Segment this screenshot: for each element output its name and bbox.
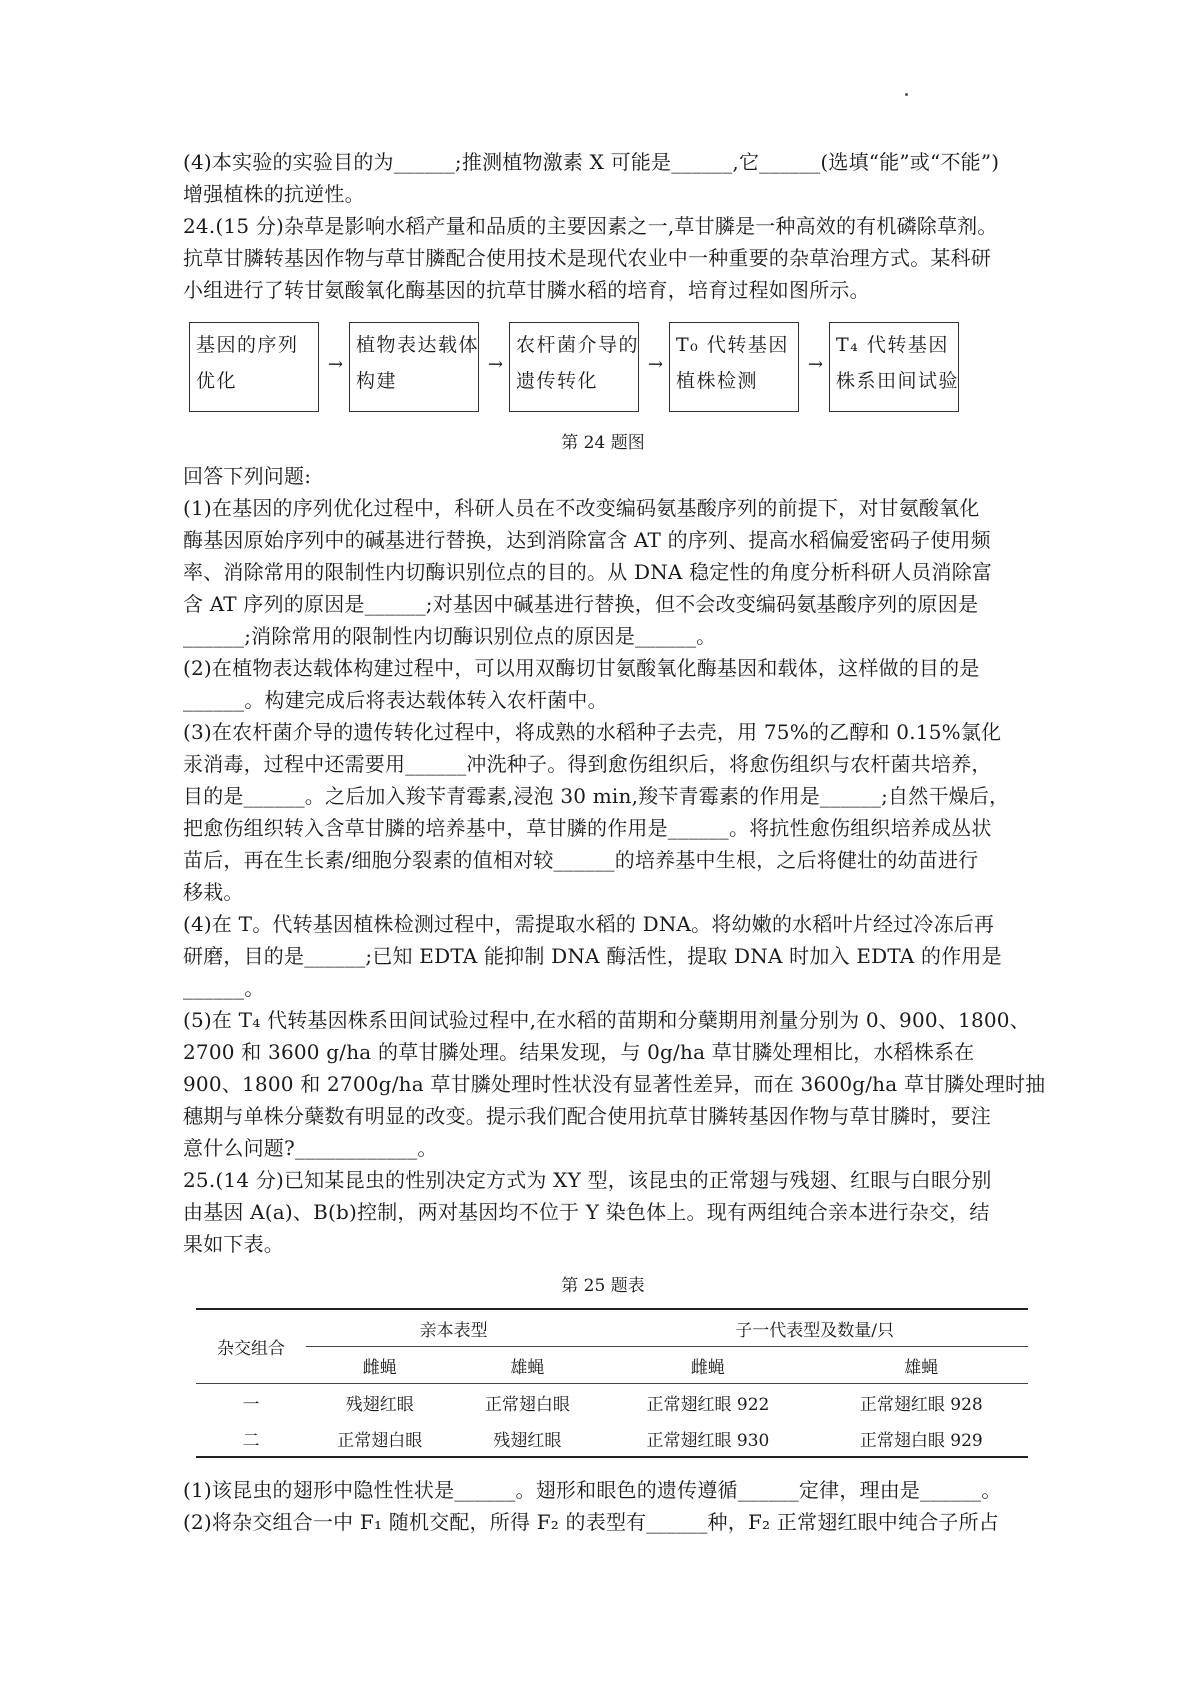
subheader-male: 雄蝇 [510, 1357, 545, 1378]
f1-male: 正常翅红眼 928 [815, 1384, 1028, 1421]
flow-step-line: 优化 [196, 370, 238, 392]
parent-female: 正常翅白眼 [306, 1420, 454, 1457]
text-line: 研磨，目的是______;已知 EDTA 能抑制 DNA 酶活性，提取 DNA 时加入 EDTA 的作用是 [183, 944, 1002, 968]
text-line: 增强植株的抗逆性。 [183, 182, 365, 206]
parent-male: 残翅红眼 [454, 1420, 602, 1457]
text-line: 意什么问题?____________。 [183, 1136, 438, 1160]
flow-step-line: T₄ 代转基因 [836, 334, 949, 356]
f1-female: 正常翅红眼 922 [601, 1384, 814, 1421]
flow-step-vector-construction [349, 322, 479, 412]
cross-results-table [196, 1308, 1028, 1458]
flow-step-sequence-optimization [189, 322, 319, 412]
cross-id: 二 [196, 1420, 306, 1457]
header-cross-group: 杂交组合 [196, 1309, 306, 1384]
flow-step-line: 植物表达载体 [356, 334, 480, 356]
page-content [183, 146, 1046, 1538]
text-line: (4)在 T。代转基因植株检测过程中，需提取水稻的 DNA。将幼嫩的水稻叶片经过冷冻后再 [183, 912, 995, 936]
header-f1-phenotype: 子一代表型及数量/只 [601, 1309, 1028, 1347]
text-line: 小组进行了转甘氨酸氧化酶基因的抗草甘膦水稻的培育，培育过程如图所示。 [183, 278, 870, 302]
flow-step-line: 株系田间试验 [836, 370, 960, 392]
table-row [196, 1384, 1028, 1421]
flow-step-line: 遗传转化 [516, 370, 599, 392]
table-row [196, 1420, 1028, 1457]
parent-female: 残翅红眼 [306, 1384, 454, 1421]
text-line: 率、消除常用的限制性内切酶识别位点的目的。从 DNA 稳定性的角度分析科研人员消除富 [183, 560, 993, 584]
table-caption: 第 25 题表 [561, 1276, 645, 1296]
text-line: 移栽。 [183, 880, 244, 904]
subheader-female: 雌蝇 [690, 1357, 725, 1378]
text-line: 2700 和 3600 g/ha 的草甘膦处理。结果发现，与 0g/ha 草甘膦处理相比，水稻株系在 [183, 1040, 975, 1064]
cross-id: 一 [196, 1384, 306, 1421]
text-line: 抗草甘膦转基因作物与草甘膦配合使用技术是现代农业中一种重要的杂草治理方式。某科研 [183, 246, 991, 270]
text-line: (4)本实验的实验目的为______;推测植物激素 X 可能是______,它______(选填“能”或“不能”) [183, 150, 1000, 174]
text-line: 果如下表。 [183, 1232, 284, 1256]
right-arrow-icon: → [648, 354, 664, 375]
text-line: 穗期与单株分蘖数有明显的改变。提示我们配合使用抗草甘膦转基因作物与草甘膦时，要注 [183, 1104, 991, 1128]
right-arrow-icon: → [328, 354, 344, 375]
parent-male: 正常翅白眼 [454, 1384, 602, 1421]
text-line: 把愈伤组织转入含草甘膦的培养基中，草甘膦的作用是______。将抗性愈伤组织培养成丛状 [183, 816, 992, 840]
intro-section [183, 146, 1023, 306]
text-line: ______。 [183, 976, 265, 1000]
flow-step-line: 农杆菌介导的 [516, 334, 640, 356]
flow-step-t0-detection [669, 322, 799, 412]
f1-male: 正常翅白眼 929 [815, 1420, 1028, 1457]
text-line: 酶基因原始序列中的碱基进行替换，达到消除富含 AT 的序列、提高水稻偏爱密码子使用频 [183, 528, 991, 552]
flow-step-t4-field-trial [829, 322, 959, 412]
text-line: 含 AT 序列的原因是______;对基因中碱基进行替换，但不会改变编码氨基酸序列的原因是 [183, 592, 979, 616]
stray-dot [905, 93, 908, 96]
text-line: 汞消毒，过程中还需要用______冲洗种子。得到愈伤组织后，将愈伤组织与农杆菌共培养， [183, 752, 992, 776]
text-line: (2)将杂交组合一中 F₁ 随机交配，所得 F₂ 的表型有______种，F₂ 正常翅红眼中纯合子所占 [183, 1510, 1000, 1534]
header-parent-phenotype: 亲本表型 [306, 1309, 601, 1347]
flow-step-line: 植株检测 [676, 370, 759, 392]
flow-step-line: T₀ 代转基因 [676, 334, 789, 356]
text-line: 由基因 A(a)、B(b)控制，两对基因均不位于 Y 染色体上。现有两组纯合亲本进行杂交，结 [183, 1200, 990, 1224]
text-line: (3)在农杆菌介导的遗传转化过程中，将成熟的水稻种子去壳，用 75%的乙醇和 0.15%氯化 [183, 720, 1002, 744]
subheader-male: 雄蝇 [904, 1357, 939, 1378]
question-25-body [183, 1474, 1023, 1538]
text-line: 苗后，再在生长素/细胞分裂素的值相对较______的培养基中生根，之后将健壮的幼苗进行 [183, 848, 979, 872]
figure-caption: 第 24 题图 [561, 433, 645, 453]
f1-female: 正常翅红眼 930 [601, 1420, 814, 1457]
text-line: 900、1800 和 2700g/ha 草甘膦处理时性状没有显著性差异，而在 3600g/ha 草甘膦处理时抽 [183, 1072, 1046, 1096]
process-flowchart [183, 316, 1023, 426]
right-arrow-icon: → [488, 354, 504, 375]
flow-step-line: 基因的序列 [196, 334, 299, 356]
text-line: 目的是______。之后加入羧苄青霉素,浸泡 30 min,羧苄青霉素的作用是______;自然干燥后， [183, 784, 1010, 808]
flow-step-agrobacterium-transformation [509, 322, 639, 412]
text-line: 回答下列问题: [183, 464, 312, 488]
text-line: (2)在植物表达载体构建过程中，可以用双酶切甘氨酸氧化酶基因和载体，这样做的目的是 [183, 656, 980, 680]
text-line: (5)在 T₄ 代转基因株系田间试验过程中,在水稻的苗期和分蘖期用剂量分别为 0、900、1800、 [183, 1008, 1030, 1032]
text-line: 24.(15 分)杂草是影响水稻产量和品质的主要因素之一,草甘膦是一种高效的有机磷除草剂。 [183, 214, 998, 238]
flow-step-line: 构建 [356, 370, 398, 392]
text-line: (1)在基因的序列优化过程中，科研人员在不改变编码氨基酸序列的前提下，对甘氨酸氧化 [183, 496, 980, 520]
question-24-body [183, 460, 1046, 1260]
text-line: ______;消除常用的限制性内切酶识别位点的原因是______。 [183, 624, 717, 648]
subheader-female: 雌蝇 [362, 1357, 397, 1378]
text-line: 25.(14 分)已知某昆虫的性别决定方式为 XY 型，该昆虫的正常翅与残翅、红眼与白眼分别 [183, 1168, 992, 1192]
right-arrow-icon: → [808, 354, 824, 375]
text-line: ______。构建完成后将表达载体转入农杆菌中。 [183, 688, 608, 712]
text-line: (1)该昆虫的翅形中隐性性状是______。翅形和眼色的遗传遵循______定律，理由是______。 [183, 1478, 1002, 1502]
